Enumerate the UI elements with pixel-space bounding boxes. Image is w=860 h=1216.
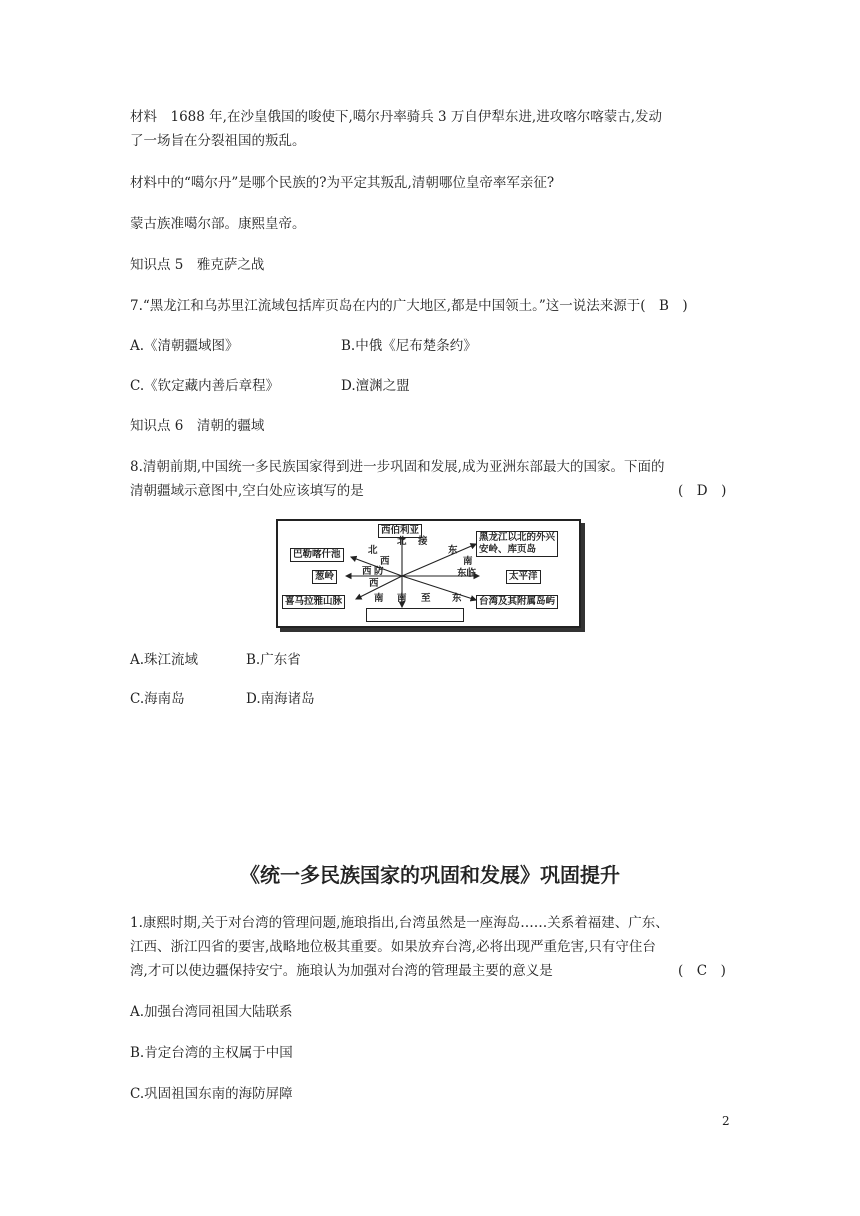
label-zhi: 至 <box>421 593 431 604</box>
box-siberia: 西伯利亚 <box>378 524 422 538</box>
label-bei: 北 <box>368 545 378 556</box>
page-number: 2 <box>722 1114 730 1128</box>
section-title: 《统一多民族国家的巩固和发展》巩固提升 <box>240 863 620 887</box>
label-xi2: 西 <box>369 578 379 589</box>
line-3: 材料中的“噶尔丹”是哪个民族的?为平定其叛乱,清朝哪位皇帝率军亲征? <box>130 175 555 191</box>
box-himalaya: 喜马拉雅山脉 <box>282 595 345 609</box>
line-4: 蒙古族准噶尔部。康熙皇帝。 <box>130 216 306 232</box>
label-xi-fang: 西 <box>362 566 372 577</box>
qing-territory-diagram <box>276 519 583 630</box>
q8-option-c: C.海南岛 <box>130 691 185 707</box>
box-northeast <box>476 531 558 557</box>
label-dong: 东 <box>448 545 458 556</box>
label-dong-lin: 东临 <box>457 568 477 579</box>
line-1: 材料 1688 年,在沙皇俄国的唆使下,噶尔丹率骑兵 3 万自伊犁东进,进攻喀尔喀蒙古,发动 <box>130 109 662 125</box>
label-nan-right: 南 <box>463 556 473 567</box>
question-1-line-3: 湾,才可以使边疆保持安宁。施琅认为加强对台湾的管理最主要的意义是 <box>130 963 553 979</box>
label-nan-2: 南 <box>397 593 407 604</box>
line-2: 了一场旨在分裂祖国的叛乱。 <box>130 133 306 149</box>
box-pamir: 葱岭 <box>312 570 337 584</box>
q8-option-b: B.广东省 <box>246 652 301 668</box>
label-jie: 接 <box>418 536 428 547</box>
box-taiwan: 台湾及其附属岛屿 <box>476 595 558 609</box>
q7-option-b: B.中俄《尼布楚条约》 <box>341 338 477 354</box>
box-pacific: 太平洋 <box>506 570 541 584</box>
question-1-answer: ( C ) <box>678 963 726 979</box>
question-1-line-2: 江西、浙江四省的要害,战略地位极其重要。如果放弃台湾,必将出现严重危害,只有守住台 <box>130 939 656 955</box>
q7-option-c: C.《钦定藏内善后章程》 <box>130 378 280 394</box>
label-fang: 防 <box>374 566 384 577</box>
q7-option-d: D.澶渊之盟 <box>341 378 410 394</box>
question-8-line-1: 8.清朝前期,中国统一多民族国家得到进一步巩固和发展,成为亚洲东部最大的国家。下面的 <box>130 459 665 475</box>
question-8-line-2: 清朝疆域示意图中,空白处应该填写的是 <box>130 483 364 499</box>
box-blank-answer <box>366 608 464 622</box>
label-xi-top: 西 <box>380 556 390 567</box>
section-6-heading: 知识点 6 清朝的疆域 <box>130 418 265 434</box>
q7-option-a: A.《清朝疆域图》 <box>130 338 239 354</box>
box-northeast-line-2: 安岭、库页岛 <box>479 544 537 555</box>
q1-option-b: B.肯定台湾的主权属于中国 <box>130 1045 293 1061</box>
box-balkhash: 巴勒喀什池 <box>290 548 344 562</box>
q8-option-a: A.珠江流域 <box>130 652 199 668</box>
label-nan-1: 南 <box>374 593 384 604</box>
q1-option-a: A.加强台湾同祖国大陆联系 <box>130 1004 293 1020</box>
question-7: 7.“黑龙江和乌苏里江流域包括库页岛在内的广大地区,都是中国领土。”这一说法来源于( B ) <box>130 298 688 314</box>
label-dong2: 东 <box>452 593 462 604</box>
section-5-heading: 知识点 5 雅克萨之战 <box>130 257 265 273</box>
label-bei2: 北 <box>397 536 407 547</box>
q8-option-d: D.南海诸岛 <box>246 691 315 707</box>
box-northeast-line-1: 黑龙江以北的外兴 <box>479 532 556 543</box>
question-8-answer: ( D ) <box>678 483 727 499</box>
q1-option-c: C.巩固祖国东南的海防屏障 <box>130 1086 293 1102</box>
question-1-line-1: 1.康熙时期,关于对台湾的管理问题,施琅指出,台湾虽然是一座海岛……关系着福建、广东、 <box>130 915 669 931</box>
